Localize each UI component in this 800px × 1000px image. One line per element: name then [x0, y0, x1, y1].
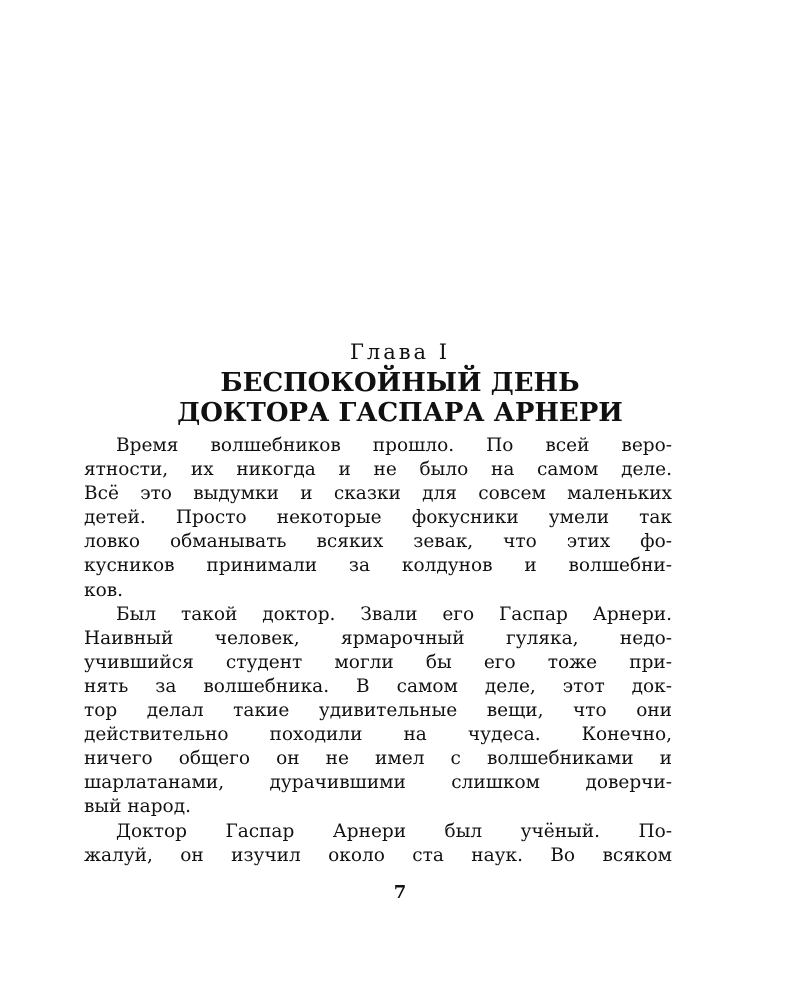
text-line: детей. Просто некоторые фокусники умели так: [84, 507, 672, 529]
text-line: нять за волшебника. В самом деле, этот док-: [84, 675, 672, 697]
text-line: ков.: [84, 579, 123, 601]
text-line: Был такой доктор. Звали его Гаспар Арнери.: [116, 603, 672, 625]
paragraph-1: [84, 434, 672, 603]
text-line: Наивный человек, ярмарочный гуляка, недо-: [84, 627, 672, 649]
paragraph-3: [84, 820, 672, 868]
text-line: шарлатанами, дурачившими слишком доверчи-: [84, 772, 672, 794]
text-line: ничего общего он не имел с волшебниками и: [84, 748, 672, 770]
chapter-title-line-1: БЕСПОКОЙНЫЙ ДЕНЬ: [220, 368, 580, 398]
text-line: действительно походили на чудеса. Конечно,: [84, 724, 672, 746]
text-line: кусников принимали за колдунов и волшебни-: [84, 555, 672, 577]
text-line: Доктор Гаспар Арнери был учёный. По-: [116, 820, 672, 842]
text-line: ловко обманывать всяких зевак, что этих фо-: [84, 531, 672, 553]
text-line: Время волшебников прошло. По всей веро-: [116, 435, 672, 456]
text-line: ятности, их никогда и не было на самом деле.: [84, 459, 672, 481]
text-line: учившийся студент могли бы его тоже при-: [84, 651, 672, 673]
chapter-label: Глава I: [349, 340, 451, 364]
chapter-title: [0, 368, 800, 428]
chapter-title-line-2: ДОКТОРА ГАСПАРА АРНЕРИ: [177, 398, 623, 428]
text-line: жалуй, он изучил около ста наук. Во всяком: [84, 844, 672, 866]
paragraph-2: [84, 603, 672, 820]
text-line: вый народ.: [84, 796, 191, 818]
text-line: Всё это выдумки и сказки для совсем маленьких: [84, 483, 672, 505]
text-line: тор делал такие удивительные вещи, что они: [84, 700, 672, 722]
page-number: 7: [393, 882, 407, 903]
body-text: [84, 434, 672, 868]
